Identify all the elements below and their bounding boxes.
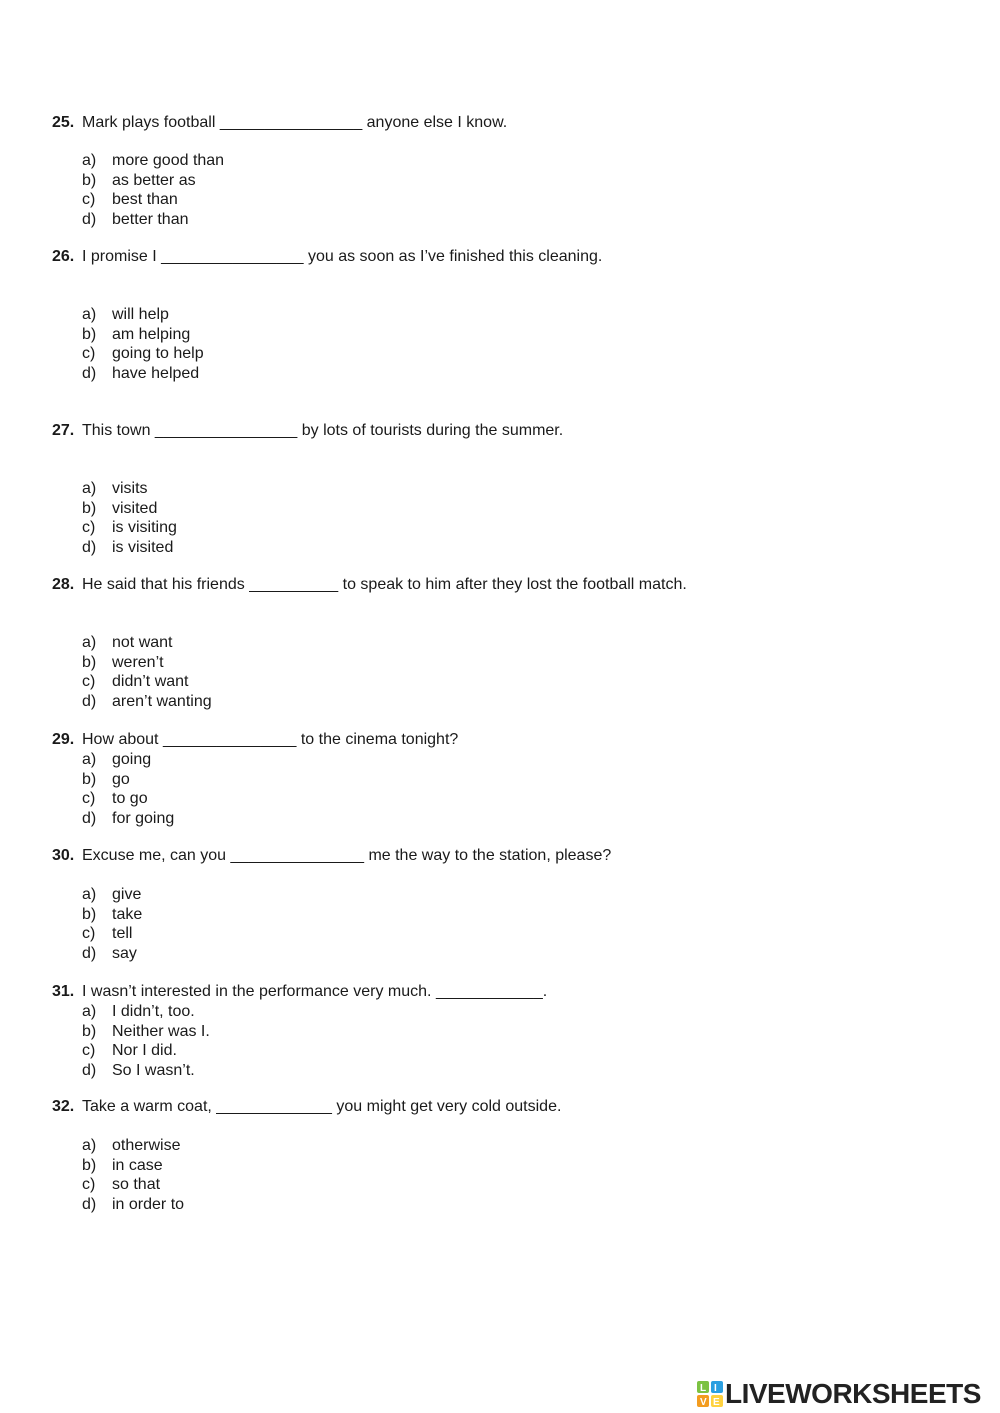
question-29	[52, 730, 458, 828]
option-list	[82, 305, 602, 383]
option[interactable]: c) so that	[82, 1176, 161, 1193]
question-text: Mark plays football ________________ anyone else I know.	[82, 114, 508, 131]
option[interactable]: d) for going	[82, 809, 175, 827]
question-stem	[52, 846, 611, 866]
question-stem	[52, 113, 507, 133]
option[interactable]: a) give	[82, 886, 142, 903]
question-text: He said that his friends __________ to speak to him after they lost the football match.	[82, 576, 687, 593]
question-text: How about _______________ to the cinema tonight?	[82, 731, 459, 748]
question-number: 27.	[52, 422, 75, 439]
question-text: Take a warm coat, _____________ you might get very cold outside.	[82, 1098, 562, 1115]
option[interactable]: a) will help	[82, 306, 169, 323]
option-list	[82, 151, 507, 229]
option[interactable]: d) better than	[82, 210, 189, 228]
option[interactable]: c) best than	[82, 191, 178, 208]
option[interactable]: a) not want	[82, 634, 173, 651]
option[interactable]: b) Neither was I.	[82, 1022, 210, 1040]
liveworksheets-logo-icon	[697, 1381, 723, 1407]
option-list	[82, 479, 563, 557]
option[interactable]: d) have helped	[82, 364, 200, 382]
option-list	[82, 1002, 547, 1080]
question-28	[52, 575, 687, 711]
option[interactable]: d) aren’t wanting	[82, 692, 212, 710]
svg-text:E: E	[713, 1397, 720, 1407]
option[interactable]: c) going to help	[82, 345, 204, 362]
question-27	[52, 421, 563, 557]
question-text: This town ________________ by lots of tourists during the summer.	[82, 422, 564, 439]
question-31	[52, 982, 547, 1080]
option[interactable]: c) Nor I did.	[82, 1042, 177, 1059]
option[interactable]: c) didn’t want	[82, 673, 189, 690]
option[interactable]: b) am helping	[82, 325, 191, 343]
question-number: 31.	[52, 983, 75, 1000]
question-number: 32.	[52, 1098, 75, 1115]
option[interactable]: b) go	[82, 770, 130, 788]
option[interactable]: d) is visited	[82, 538, 174, 556]
option[interactable]: b) weren’t	[82, 653, 164, 671]
option[interactable]: b) visited	[82, 499, 158, 517]
question-stem	[52, 1097, 561, 1117]
question-stem	[52, 247, 602, 267]
question-stem	[52, 575, 687, 595]
question-32	[52, 1097, 561, 1214]
option[interactable]: a) I didn’t, too.	[82, 1003, 195, 1020]
question-number: 28.	[52, 576, 75, 593]
liveworksheets-logo-text: LIVEWORKSHEETS	[725, 1378, 981, 1409]
question-26	[52, 247, 602, 383]
option[interactable]: b) in case	[82, 1156, 163, 1174]
question-text: I wasn’t interested in the performance very much. ____________.	[82, 983, 548, 1000]
option-list	[82, 750, 458, 828]
question-25	[52, 113, 507, 229]
option[interactable]: a) going	[82, 751, 152, 768]
option[interactable]: d) So I wasn’t.	[82, 1061, 195, 1079]
question-number: 25.	[52, 114, 75, 131]
svg-text:I: I	[714, 1383, 717, 1394]
question-30	[52, 846, 611, 963]
question-stem	[52, 730, 458, 750]
svg-text:V: V	[700, 1397, 707, 1407]
option[interactable]: c) to go	[82, 790, 148, 807]
option[interactable]: a) visits	[82, 480, 148, 497]
option[interactable]: c) tell	[82, 925, 133, 942]
question-number: 26.	[52, 248, 75, 265]
question-number: 29.	[52, 731, 75, 748]
option[interactable]: b) as better as	[82, 171, 196, 189]
option[interactable]: b) take	[82, 905, 143, 923]
question-text: Excuse me, can you _______________ me the way to the station, please?	[82, 847, 612, 864]
option-list	[82, 885, 611, 963]
option-list	[82, 633, 687, 711]
option[interactable]: a) more good than	[82, 152, 225, 169]
liveworksheets-logo[interactable]	[697, 1378, 981, 1410]
option[interactable]: d) say	[82, 944, 137, 962]
svg-text:L: L	[700, 1383, 707, 1394]
question-text: I promise I ________________ you as soon as I’ve finished this cleaning.	[82, 248, 603, 265]
option-list	[82, 1136, 561, 1214]
question-number: 30.	[52, 847, 75, 864]
option[interactable]: a) otherwise	[82, 1137, 181, 1154]
option[interactable]: c) is visiting	[82, 519, 177, 536]
question-stem	[52, 982, 547, 1002]
option[interactable]: d) in order to	[82, 1195, 185, 1213]
question-stem	[52, 421, 563, 441]
